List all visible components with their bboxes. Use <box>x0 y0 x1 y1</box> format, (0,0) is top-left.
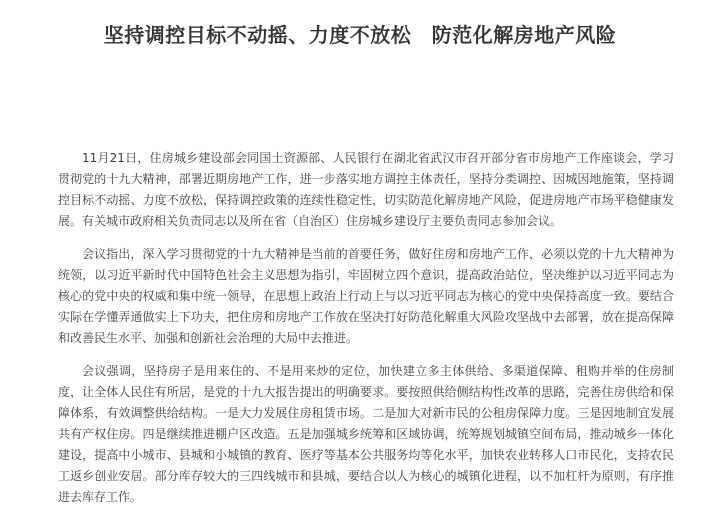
article-paragraph: 会议强调，坚持房子是用来住的、不是用来炒的定位，加快建立多主体供给、多渠道保障、租购并举的住房制度，让全体人民住有所居，是党的十九大报告提出的明确要求。要按照供给侧结构性改革的思路，完善住房供给和保障体系，有效调整供给结构。一是大力发展住房租赁市场。二是加大对新市民的公租房保障力度。三是因地制宜发展共有产权住房。四是继续推进棚户区改造。五是加强城乡统筹和区域协调，统筹规划城镇空间布局，推动城乡一体化建设，提高中小城市、县城和小城镇的教育、医疗等基本公共服务均等化水平，加快农业转移人口市民化，支持农民工返乡创业安居。部分库存较大的三四线城市和县城，要结合以人为核心的城镇化进程，以不加杠杆为原则，有序推进去库存工作。 <box>58 364 674 504</box>
article-paragraph: 会议指出，深入学习贯彻党的十九大精神是当前的首要任务，做好住房和房地产工作，必须以党的十九大精神为统领，以习近平新时代中国特色社会主义思想为指引，牢固树立四个意识，提高政治站位，坚决维护以习近平同志为核心的党中央的权威和集中统一领导，在思想上政治上行动上与以习近平同志为核心的党中央保持高度一致。要结合实际在学懂弄通做实上下功夫，把住房和房地产工作放在坚决打好防范化解重大风险攻坚战中去部署，放在提高保障和改善民生水平、加强和创新社会治理的大局中去推进。 <box>58 247 674 345</box>
article-title: 坚持调控目标不动摇、力度不放松 防范化解房地产风险 <box>103 23 617 47</box>
article-paragraph: 11月21日，住房城乡建设部会同国土资源部、人民银行在湖北省武汉市召开部分省市房地产工作座谈会，学习贯彻党的十九大精神，部署近期房地产工作，进一步落实地方调控主体责任，坚持分类调控、因城因地施策，坚持调控目标不动摇、力度不放松，保持调控政策的连续性稳定性，切实防范化解房地产风险，促进房地产市场平稳健康发展。有关城市政府相关负责同志以及所在省（自治区）住房城乡建设厅主要负责同志参加会议。 <box>58 151 674 228</box>
article-body <box>58 148 674 520</box>
